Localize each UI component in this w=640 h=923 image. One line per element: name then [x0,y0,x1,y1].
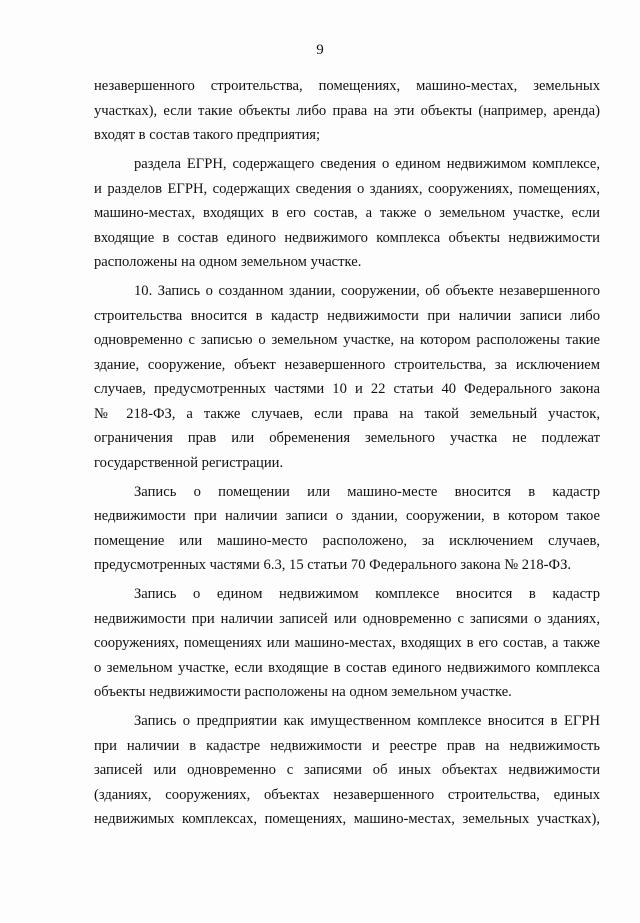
text-line: о земельном участке, если входящие в состав единого недвижимого комплекса [94,659,600,676]
text-line: государственной регистрации. [94,454,284,471]
text-line: недвижимых комплексах, помещениях, машино-местах, земельных участках), [94,811,600,827]
text-line: Запись о предприятии как имущественном комплексе вносится в ЕГРН [134,713,600,729]
text-line: помещение или машино-место расположено, за исключением случаев, [94,532,600,549]
paragraph [94,480,600,578]
page-number: 9 [316,42,324,58]
text-line: случаев, предусмотренных частями 10 и 22 статьи 40 Федерального закона [94,381,600,397]
text-line: сооружениях, помещениях или машино-местах, входящих в его состав, а также [94,635,600,651]
paragraph [94,152,600,275]
text-line: объекты недвижимости расположены на одном земельном участке. [94,684,512,700]
text-line: раздела ЕГРН, содержащего сведения о едином недвижимом комплексе, [134,156,600,172]
text-line: расположены на одном земельном участке. [94,254,362,270]
paragraph [94,279,600,475]
text-line: (зданиях, сооружениях, объектах незавершенного строительства, единых [94,786,600,803]
text-line: № 218-ФЗ, а также случаев, если права на такой земельный участок, [94,405,600,422]
text-line: записей или одновременно с записями об иных объектах недвижимости [94,762,600,778]
paragraph [94,709,600,832]
text-line: входящие в состав единого недвижимого комплекса объекты недвижимости [94,229,600,246]
text-line: машино-местах, входящих в его состав, а также о земельном участке, если [94,205,600,221]
text-line: ограничения прав или обременения земельного участка не подлежат [94,430,600,446]
text-line: незавершенного строительства, помещениях, машино-местах, земельных [94,78,600,94]
document-body [94,74,600,832]
text-line: недвижимости при наличии записей или одновременно с записями о зданиях, [94,610,600,627]
text-line: предусмотренных частями 6.3, 15 статьи 70 Федерального закона № 218-ФЗ. [94,557,572,573]
text-line: при наличии в кадастре недвижимости и реестре прав на недвижимость [94,737,600,754]
text-line: входят в состав такого предприятия; [94,127,321,143]
text-line: здание, сооружение, объект незавершенного строительства, за исключением [94,356,600,373]
text-line: одновременно с записью о земельном участке, на котором расположены такие [94,332,600,348]
text-line: недвижимости при наличии записи о здании, сооружении, в котором такое [94,508,600,524]
text-line: Запись о едином недвижимом комплексе вносится в кадастр [134,586,600,602]
text-line: строительства вносится в кадастр недвижимости при наличии записи либо [94,307,600,324]
paragraph [94,582,600,705]
text-line: Запись о помещении или машино-месте вносится в кадастр [134,483,600,500]
paragraph [94,74,600,148]
text-line: участках), если такие объекты либо права на эти объекты (например, аренда) [94,102,600,119]
text-line: 10. Запись о созданном здании, сооружении, об объекте незавершенного [134,283,600,299]
text-line: и разделов ЕГРН, содержащих сведения о зданиях, сооружениях, помещениях, [94,180,600,197]
